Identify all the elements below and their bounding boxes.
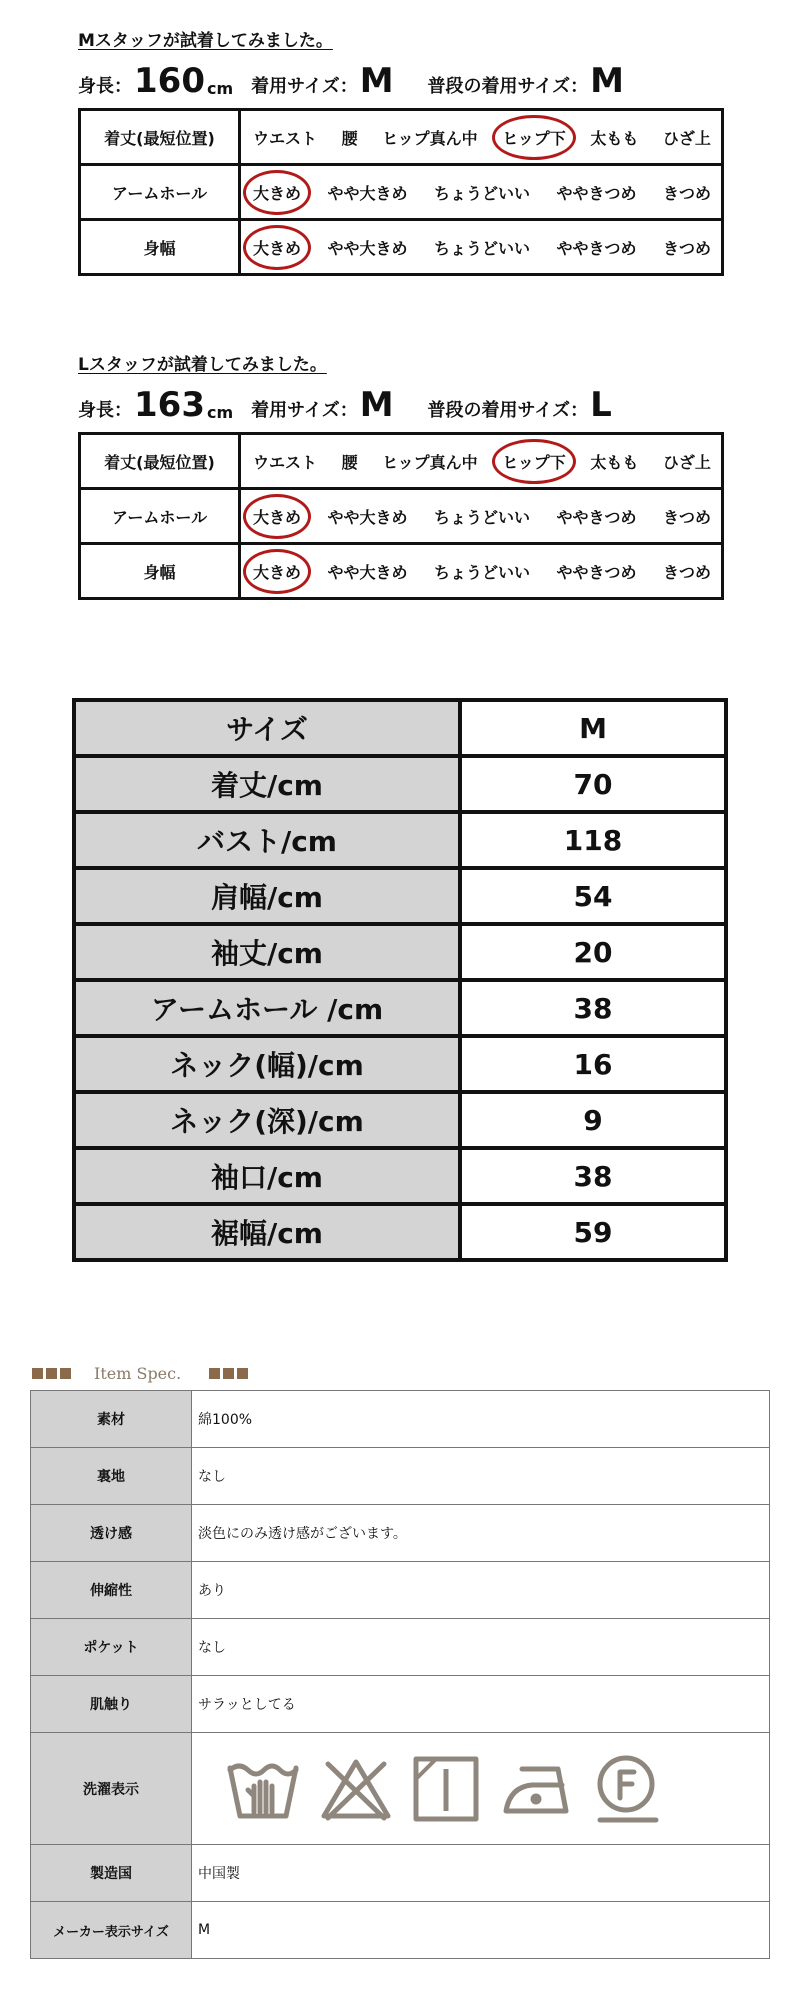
fit-row-label: アームホール (80, 165, 240, 220)
size-label: 袖丈/cm (74, 924, 460, 980)
dry-clean-f-icon (596, 1752, 662, 1826)
care-icons (192, 1733, 770, 1845)
staff-l-section (78, 352, 724, 600)
size-value: 20 (460, 924, 726, 980)
size-row (74, 812, 726, 868)
size-row (74, 1204, 726, 1260)
fit-option: ヒップ真ん中 (382, 128, 478, 148)
size-row (74, 1092, 726, 1148)
spec-row (31, 1448, 770, 1505)
size-value: 118 (460, 812, 726, 868)
item-spec-heading (32, 1362, 251, 1384)
square-bullet-icon (237, 1368, 248, 1379)
usual-size-label: 普段の着用サイズ： (427, 400, 589, 421)
fit-option-selected: 大きめ (251, 560, 303, 583)
size-label: 着丈/cm (74, 756, 460, 812)
height-label: 身長： (78, 76, 132, 97)
fit-option: ややきつめ (556, 183, 637, 203)
spec-label: 肌触り (31, 1676, 192, 1733)
spec-row (31, 1505, 770, 1562)
fit-option: きつめ (662, 183, 711, 203)
usual-size-label: 普段の着用サイズ： (427, 76, 589, 97)
spec-row (31, 1845, 770, 1902)
square-bullet-icon (32, 1368, 43, 1379)
usual-size-value: M (590, 61, 624, 101)
square-bullet-icon (209, 1368, 220, 1379)
height-label: 身長： (78, 400, 132, 421)
fit-option-selected: 大きめ (251, 181, 303, 204)
staff-l-title: Lスタッフが試着してみました。 (78, 355, 327, 375)
spec-label: 透け感 (31, 1505, 192, 1562)
fit-option: ウエスト (253, 128, 318, 148)
size-row (74, 1148, 726, 1204)
size-value: 38 (460, 1148, 726, 1204)
fit-option: 太もも (590, 452, 639, 472)
fit-option: ひざ上 (662, 452, 711, 472)
spec-value: あり (192, 1562, 770, 1619)
spec-value: サラッとしてる (192, 1676, 770, 1733)
size-row (74, 1036, 726, 1092)
fit-option: ヒップ真ん中 (382, 452, 478, 472)
fit-option: ちょうどいい (433, 562, 530, 582)
size-value: 70 (460, 756, 726, 812)
spec-value: なし (192, 1448, 770, 1505)
spec-row (31, 1391, 770, 1448)
square-bullet-icon (223, 1368, 234, 1379)
fit-options (241, 450, 721, 473)
fit-option: やや大きめ (327, 562, 408, 582)
height-value: 163 (134, 385, 205, 425)
fit-option-selected: 大きめ (251, 505, 303, 528)
spec-row (31, 1562, 770, 1619)
fit-row (80, 489, 723, 544)
size-label: ネック(深)/cm (74, 1092, 460, 1148)
square-bullet-icon (60, 1368, 71, 1379)
size-table (72, 698, 728, 1262)
spec-value: 淡色にのみ透け感がございます。 (192, 1505, 770, 1562)
size-label: アームホール /cm (74, 980, 460, 1036)
fit-row-label: 身幅 (80, 220, 240, 275)
fit-row-label: アームホール (80, 489, 240, 544)
size-label: 袖口/cm (74, 1148, 460, 1204)
fit-option: やや大きめ (327, 238, 408, 258)
fit-options (241, 505, 721, 528)
wear-size-value: M (359, 61, 394, 101)
fit-option: きつめ (662, 562, 711, 582)
size-label: 裾幅/cm (74, 1204, 460, 1260)
spec-row (31, 1902, 770, 1959)
spec-row (31, 1733, 770, 1845)
spec-row (31, 1676, 770, 1733)
staff-l-fit-table (78, 432, 724, 600)
iron-low-icon (500, 1759, 576, 1819)
fit-row-label: 身幅 (80, 544, 240, 599)
fit-option: 太もも (590, 128, 639, 148)
fit-option: ややきつめ (556, 238, 637, 258)
spec-value: M (192, 1902, 770, 1959)
size-label: 肩幅/cm (74, 868, 460, 924)
fit-option: ちょうどいい (433, 183, 530, 203)
spec-value: 中国製 (192, 1845, 770, 1902)
fit-row (80, 544, 723, 599)
spec-label: 洗濯表示 (31, 1733, 192, 1845)
fit-option: ウエスト (253, 452, 318, 472)
size-header-label: サイズ (74, 700, 460, 756)
fit-option-selected: ヒップ下 (500, 126, 568, 149)
fit-options (241, 560, 721, 583)
spec-value: なし (192, 1619, 770, 1676)
size-value: 54 (460, 868, 726, 924)
fit-row (80, 434, 723, 489)
size-value: 9 (460, 1092, 726, 1148)
fit-option-selected: ヒップ下 (500, 450, 568, 473)
fit-option: 腰 (341, 128, 358, 148)
item-spec-title: Item Spec. (94, 1363, 182, 1383)
fit-row-label: 着丈(最短位置) (80, 110, 240, 165)
wear-size-label: 着用サイズ： (251, 400, 358, 421)
size-row (74, 980, 726, 1036)
staff-l-stats (78, 380, 724, 426)
fit-row-label: 着丈(最短位置) (80, 434, 240, 489)
size-table-header (74, 700, 726, 756)
height-unit: cm (206, 79, 234, 98)
height-unit: cm (206, 403, 234, 422)
size-value: 59 (460, 1204, 726, 1260)
spec-value: 綿100% (192, 1391, 770, 1448)
fit-option: やや大きめ (327, 507, 408, 527)
do-not-bleach-icon (320, 1756, 392, 1822)
staff-m-title: Mスタッフが試着してみました。 (78, 31, 333, 51)
wear-size-label: 着用サイズ： (251, 76, 358, 97)
staff-m-section (78, 28, 724, 276)
spec-label: メーカー表示サイズ (31, 1902, 192, 1959)
size-row (74, 924, 726, 980)
size-label: バスト/cm (74, 812, 460, 868)
wear-size-value: M (359, 385, 394, 425)
size-row (74, 868, 726, 924)
fit-option-selected: 大きめ (251, 236, 303, 259)
spec-label: 伸縮性 (31, 1562, 192, 1619)
size-row (74, 756, 726, 812)
fit-row (80, 165, 723, 220)
fit-option: きつめ (662, 507, 711, 527)
spec-label: 製造国 (31, 1845, 192, 1902)
fit-options (241, 181, 721, 204)
item-spec-table (30, 1390, 770, 1959)
square-bullet-icon (46, 1368, 57, 1379)
fit-option: きつめ (662, 238, 711, 258)
usual-size-value: L (590, 385, 612, 425)
fit-row (80, 110, 723, 165)
staff-m-fit-table (78, 108, 724, 276)
hand-wash-icon (226, 1756, 300, 1822)
fit-option: ひざ上 (662, 128, 711, 148)
height-value: 160 (134, 61, 205, 101)
line-dry-shade-icon (412, 1755, 480, 1823)
fit-options (241, 236, 721, 259)
fit-option: ちょうどいい (433, 238, 530, 258)
fit-option: ちょうどいい (433, 507, 530, 527)
spec-label: ポケット (31, 1619, 192, 1676)
size-label: ネック(幅)/cm (74, 1036, 460, 1092)
spec-label: 素材 (31, 1391, 192, 1448)
fit-option: やや大きめ (327, 183, 408, 203)
fit-option: ややきつめ (556, 562, 637, 582)
spec-label: 裏地 (31, 1448, 192, 1505)
spec-row (31, 1619, 770, 1676)
fit-row (80, 220, 723, 275)
staff-m-stats (78, 56, 724, 102)
fit-option: ややきつめ (556, 507, 637, 527)
size-value: 38 (460, 980, 726, 1036)
size-header-value: M (460, 700, 726, 756)
fit-option: 腰 (341, 452, 358, 472)
fit-options (241, 126, 721, 149)
size-value: 16 (460, 1036, 726, 1092)
